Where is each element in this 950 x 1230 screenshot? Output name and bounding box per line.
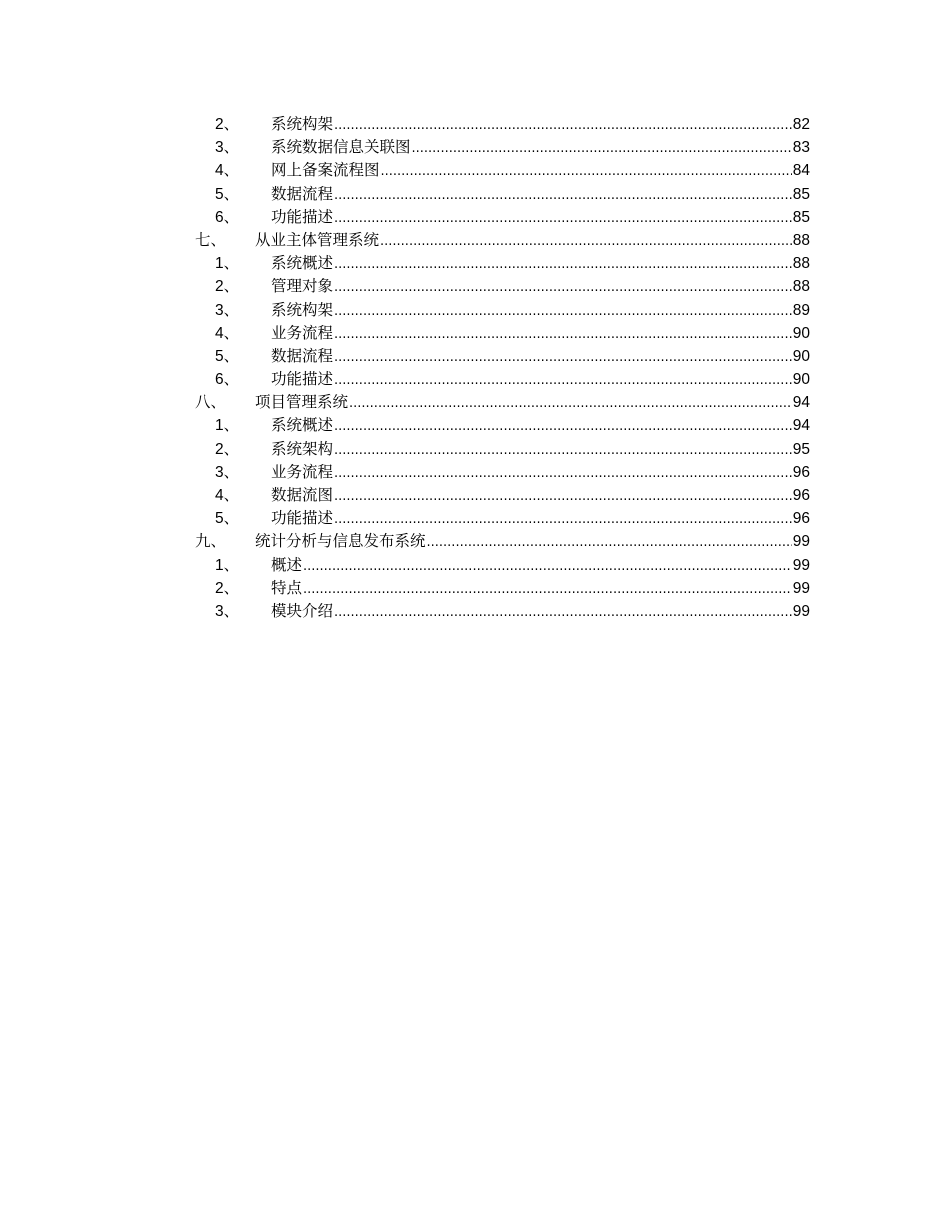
toc-section-entry[interactable] xyxy=(0,461,950,484)
toc-entry-title: 管理对象 xyxy=(271,277,334,296)
toc-entry-line xyxy=(271,461,810,485)
toc-entry-page-number: 88 xyxy=(792,255,810,273)
toc-section-entry[interactable] xyxy=(0,206,950,229)
toc-entry-title: 项目管理系统 xyxy=(255,393,349,412)
toc-entry-page-number: 90 xyxy=(792,371,810,389)
toc-section-entry[interactable] xyxy=(0,159,950,182)
toc-entry-title: 业务流程 xyxy=(271,462,334,481)
toc-entry-line xyxy=(255,391,810,415)
toc-entry-line xyxy=(271,113,810,137)
toc-entry-line xyxy=(271,368,810,392)
toc-section-entry[interactable] xyxy=(0,252,950,275)
toc-entry-number: 5、 xyxy=(215,185,240,203)
toc-entry-number: 4、 xyxy=(215,162,240,180)
toc-entry-page-number: 89 xyxy=(792,301,810,319)
toc-dot-leader xyxy=(334,346,792,369)
toc-entry-title: 功能描述 xyxy=(271,370,334,389)
toc-entry-page-number: 85 xyxy=(792,208,810,226)
toc-entry-line xyxy=(271,507,810,531)
toc-entry-title: 网上备案流程图 xyxy=(271,161,380,180)
toc-entry-page-number: 88 xyxy=(792,231,810,249)
toc-dot-leader xyxy=(334,323,792,346)
toc-entry-line xyxy=(271,414,810,438)
toc-entry-page-number: 94 xyxy=(792,394,810,412)
toc-entry-title: 业务流程 xyxy=(271,323,334,342)
toc-entry-page-number: 95 xyxy=(792,440,810,458)
toc-entry-title: 数据流程 xyxy=(271,184,334,203)
toc-entry-number: 七、 xyxy=(195,230,227,249)
toc-entry-number: 3、 xyxy=(215,463,240,481)
toc-entry-number: 5、 xyxy=(215,347,240,365)
toc-entry-number: 5、 xyxy=(215,510,240,528)
toc-entry-number: 1、 xyxy=(215,556,240,574)
toc-entry-number: 3、 xyxy=(215,139,240,157)
toc-entry-page-number: 84 xyxy=(792,162,810,180)
toc-entry-line xyxy=(271,159,810,183)
toc-dot-leader xyxy=(334,462,792,485)
toc-entry-title: 系统架构 xyxy=(271,439,334,458)
toc-entry-number: 2、 xyxy=(215,116,240,133)
toc-dot-leader xyxy=(334,276,792,299)
toc-entry-title: 特点 xyxy=(271,578,303,597)
toc-entry-page-number: 85 xyxy=(792,185,810,203)
toc-section-entry[interactable] xyxy=(0,554,950,577)
toc-chapter-entry[interactable] xyxy=(0,229,950,252)
toc-entry-page-number: 99 xyxy=(792,579,810,597)
toc-dot-leader xyxy=(427,531,792,554)
toc-dot-leader xyxy=(334,439,792,462)
toc-entry-title: 概述 xyxy=(271,555,303,574)
toc-entry-title: 从业主体管理系统 xyxy=(255,230,380,249)
toc-entry-number: 1、 xyxy=(215,417,240,435)
toc-dot-leader xyxy=(334,508,792,531)
toc-dot-leader xyxy=(380,230,792,253)
toc-entry-number: 4、 xyxy=(215,324,240,342)
toc-section-entry[interactable] xyxy=(0,345,950,368)
toc-chapter-entry[interactable] xyxy=(0,391,950,414)
toc-entry-title: 统计分析与信息发布系统 xyxy=(255,532,426,551)
toc-dot-leader xyxy=(334,369,792,392)
toc-dot-leader xyxy=(334,415,792,438)
toc-section-entry[interactable] xyxy=(0,368,950,391)
toc-entry-title: 功能描述 xyxy=(271,207,334,226)
toc-dot-leader xyxy=(334,207,792,230)
toc-entry-number: 九、 xyxy=(195,532,227,551)
toc-entry-title: 系统概述 xyxy=(271,416,334,435)
toc-entry-line xyxy=(271,577,810,601)
toc-dot-leader xyxy=(412,137,792,160)
toc-dot-leader xyxy=(334,601,792,624)
toc-dot-leader xyxy=(334,253,792,276)
toc-entry-title: 数据流程 xyxy=(271,346,334,365)
toc-entry-number: 4、 xyxy=(215,487,240,504)
toc-entry-number: 6、 xyxy=(215,371,240,389)
toc-entry-number: 3、 xyxy=(215,301,240,319)
toc-entry-title: 数据流图 xyxy=(271,486,334,504)
toc-entry-page-number: 96 xyxy=(792,463,810,481)
toc-entry-line xyxy=(271,322,810,346)
toc-entry-line xyxy=(271,345,810,369)
toc-dot-leader xyxy=(334,485,792,508)
toc-entry-page-number: 99 xyxy=(792,556,810,574)
toc-section-entry[interactable] xyxy=(0,484,950,507)
toc-section-entry[interactable] xyxy=(0,113,950,136)
toc-entry-number: 1、 xyxy=(215,255,240,273)
toc-entry-number: 6、 xyxy=(215,208,240,226)
toc-entry-title: 模块介绍 xyxy=(271,601,334,620)
toc-entry-page-number: 99 xyxy=(792,533,810,551)
toc-entry-line xyxy=(271,275,810,299)
toc-section-entry[interactable] xyxy=(0,322,950,345)
toc-entry-line xyxy=(271,299,810,323)
toc-entry-page-number: 82 xyxy=(792,116,810,133)
toc-dot-leader xyxy=(334,184,792,207)
toc-entry-number: 2、 xyxy=(215,579,240,597)
toc-entry-title: 系统概述 xyxy=(271,254,334,273)
toc-entry-line xyxy=(271,484,810,508)
toc-entry-page-number: 94 xyxy=(792,417,810,435)
toc-section-entry[interactable] xyxy=(0,414,950,437)
toc-entry-line xyxy=(255,229,810,253)
toc-entry-page-number: 96 xyxy=(792,510,810,528)
toc-dot-leader xyxy=(349,392,792,415)
toc-section-entry[interactable] xyxy=(0,600,950,623)
toc-entry-line xyxy=(271,554,810,578)
toc-entry-title: 系统构架 xyxy=(271,115,334,133)
toc-dot-leader xyxy=(334,300,792,323)
table-of-contents xyxy=(0,113,950,623)
toc-entry-page-number: 99 xyxy=(792,602,810,620)
toc-entry-page-number: 83 xyxy=(792,139,810,157)
toc-entry-title: 系统构架 xyxy=(271,300,334,319)
toc-entry-line xyxy=(271,136,810,160)
toc-dot-leader xyxy=(334,114,792,137)
toc-dot-leader xyxy=(381,160,792,183)
toc-section-entry[interactable] xyxy=(0,183,950,206)
toc-entry-number: 2、 xyxy=(215,278,240,296)
toc-entry-page-number: 88 xyxy=(792,278,810,296)
toc-entry-page-number: 90 xyxy=(792,324,810,342)
toc-dot-leader xyxy=(303,578,792,601)
toc-section-entry[interactable] xyxy=(0,275,950,298)
toc-section-entry[interactable] xyxy=(0,136,950,159)
toc-entry-page-number: 90 xyxy=(792,347,810,365)
toc-entry-line xyxy=(271,600,810,624)
toc-entry-line xyxy=(255,530,810,554)
toc-entry-line xyxy=(271,183,810,207)
toc-entry-title: 功能描述 xyxy=(271,509,334,528)
toc-entry-title: 系统数据信息关联图 xyxy=(271,138,411,157)
toc-section-entry[interactable] xyxy=(0,507,950,530)
toc-entry-number: 2、 xyxy=(215,440,240,458)
toc-dot-leader xyxy=(303,555,792,578)
toc-section-entry[interactable] xyxy=(0,438,950,461)
toc-entry-page-number: 96 xyxy=(792,487,810,504)
toc-entry-number: 八、 xyxy=(195,393,227,412)
toc-entry-line xyxy=(271,252,810,276)
toc-chapter-entry[interactable] xyxy=(0,530,950,553)
toc-section-entry[interactable] xyxy=(0,299,950,322)
toc-entry-line xyxy=(271,206,810,230)
toc-entry-line xyxy=(271,438,810,462)
toc-entry-number: 3、 xyxy=(215,602,240,620)
toc-section-entry[interactable] xyxy=(0,577,950,600)
